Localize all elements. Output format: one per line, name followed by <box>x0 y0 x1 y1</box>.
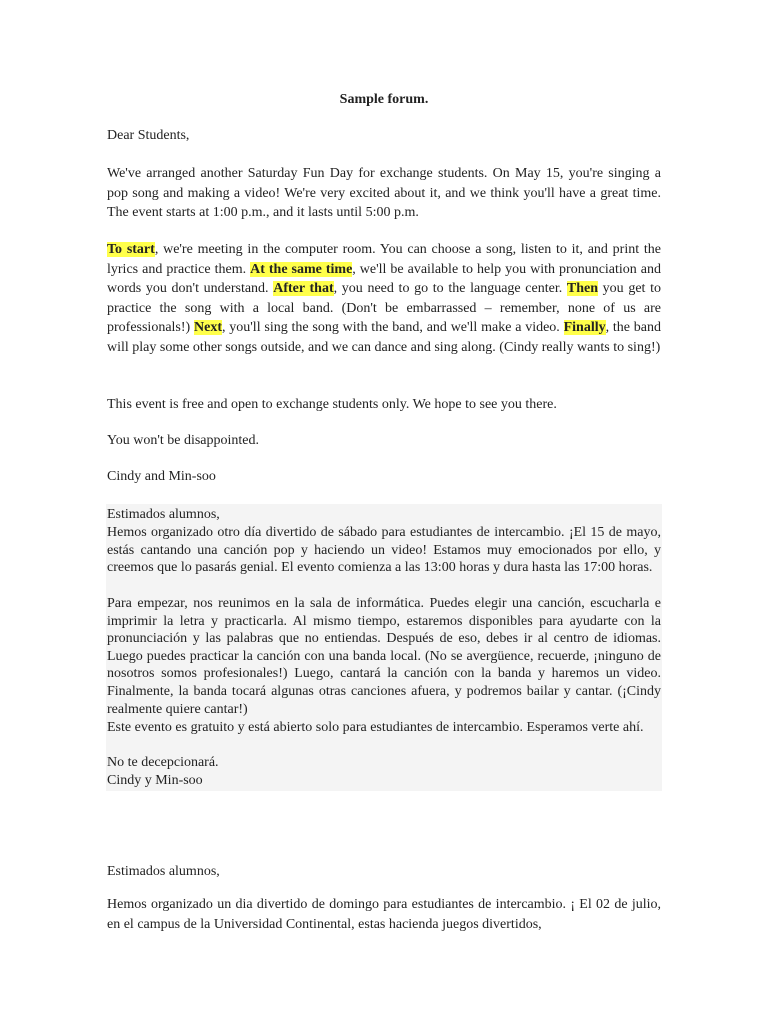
highlight-finally: Finally <box>563 320 606 335</box>
english-signature: Cindy and Min-soo <box>107 469 216 484</box>
spanish-paragraph-intro: Hemos organizado otro día divertido de sábado para estudiantes de intercambio. ¡El 15 de mayo, estás cantando una canción pop y haciendo un video! Estamos muy emocionados por ello, y creemos que lo pasarás genial. El evento comienza a las 13:00 horas y dura hasta las 17:00 horas. <box>107 525 661 576</box>
english-paragraph-closing: You won't be disappointed. <box>107 433 259 448</box>
highlight-at-the-same-time: At the same time <box>250 261 353 277</box>
document-title: Sample forum. <box>339 92 429 107</box>
english-greeting: Dear Students, <box>107 128 190 143</box>
english-paragraph-intro: We've arranged another Saturday Fun Day for exchange students. On May 15, you're singing a pop song and making a video! We're very excited about it, and we think you'll have a great time. The event starts at 1:00 p.m., and it lasts until 5:00 p.m. <box>107 166 661 220</box>
spanish-greeting: Estimados alumnos, <box>107 507 220 522</box>
highlight-then: Then <box>566 281 599 296</box>
highlight-to-start: To start <box>107 242 155 257</box>
spanish2-paragraph-intro: Hemos organizado un dia divertido de domingo para estudiantes de intercambio. ¡ El 02 de julio, en el campus de la Universidad Continental, estas hacienda juegos divertidos, <box>107 897 661 932</box>
spanish2-greeting: Estimados alumnos, <box>107 864 220 879</box>
spanish-paragraph-closing: No te decepcionará. <box>107 755 219 770</box>
highlight-after-that: After that <box>273 281 334 296</box>
spanish-paragraph-free-event: Este evento es gratuito y está abierto solo para estudiantes de intercambio. Esperamos verte ahí. <box>107 720 644 735</box>
spanish-paragraph-sequence: Para empezar, nos reunimos en la sala de informática. Puedes elegir una canción, escucharla e imprimir la letra y practicarla. Al mismo tiempo, estaremos disponibles para ayudarte con la pronunciación y las palabras que no entiendas. Después de eso, debes ir al centro de idiomas. Luego puedes practicar la canción con una banda local. (No se avergüence, recuerde, ¡ninguno de nosotros somos profesionales!) Luego, cantará la canción con la banda y haremos un video. Finalmente, la banda tocará algunas otras canciones afuera, y podremos bailar y cantar. (¡Cindy realmente quiere cantar!) <box>107 596 661 717</box>
english-paragraph-sequence: To start, we're meeting in the computer room. You can choose a song, listen to it, and print the lyrics and practice them. At the same time, we'll be available to help you with pronunciation and words you don't understand. After that, you need to go to the language center. Then you get to practice the song with a local band. (Don't be embarrassed – remember, none of us are professionals!) Next, you'll sing the song with the band, and we'll make a video. Finally, the band will play some other songs outside, and we can dance and sing along. (Cindy really wants to sing!) <box>107 242 662 355</box>
english-paragraph-free-event: This event is free and open to exchange students only. We hope to see you there. <box>107 397 557 412</box>
highlight-next: Next <box>194 320 222 335</box>
spanish-signature: Cindy y Min-soo <box>107 773 203 788</box>
